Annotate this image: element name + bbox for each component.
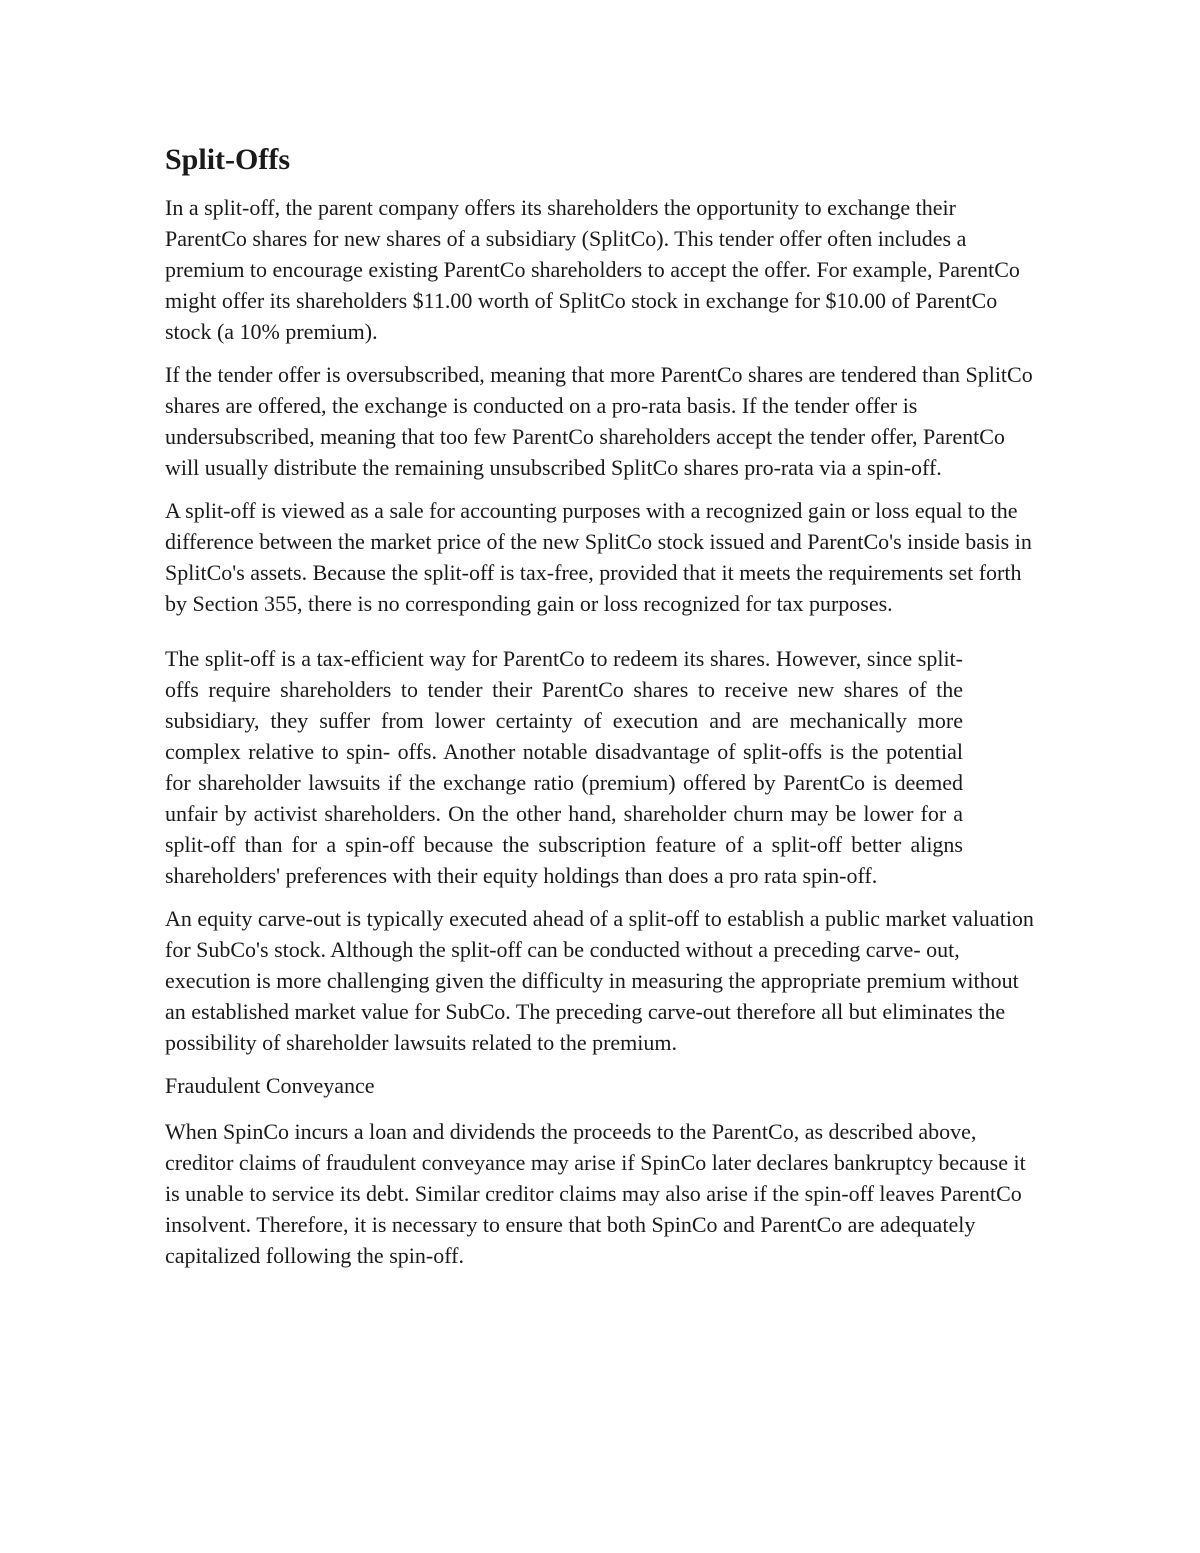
paragraph-split-off-definition: In a split-off, the parent company offers its shareholders the opportunity to exchange their ParentCo shares for new shares of a subsidiary (SplitCo). This tender offer often includes a premium to encourage existing ParentCo shareholders to accept the offer. For example, ParentCo might offer its shareholders $11.00 worth of SplitCo stock in exchange for $10.00 of ParentCo stock (a 10% premium).: [165, 195, 1020, 344]
paragraph-fraudulent-conveyance: When SpinCo incurs a loan and dividends the proceeds to the ParentCo, as described above, creditor claims of fraudulent conveyance may arise if SpinCo later declares bankruptcy because it is unable to service its debt. Similar creditor claims may also arise if the spin-off leaves ParentCo insolvent. Therefore, it is necessary to ensure that both SpinCo and ParentCo are adequately capitalized following the spin-off.: [165, 1119, 1026, 1268]
paragraph-tender-offer-subscription: If the tender offer is oversubscribed, meaning that more ParentCo shares are tendered than SplitCo shares are offered, the exchange is conducted on a pro-rata basis. If the tender offer is undersubscribed, meaning that too few ParentCo shareholders accept the tender offer, ParentCo will usually distribute the remaining unsubscribed SplitCo shares pro-rata via a spin-off.: [165, 362, 1033, 480]
paragraph-tax-efficiency: The split-off is a tax-efficient way for ParentCo to redeem its shares. However, since split-offs require shareholders to tender their ParentCo shares to receive new shares of the subsidiary, they suffer from lower certainty of execution and are mechanically more complex relative to spin- offs. Another notable disadvantage of split-offs is the potential for shareholder lawsuits if the exchange ratio (premium) offered by ParentCo is deemed unfair by activist shareholders. On the other hand, shareholder churn may be lower for a split-off than for a spin-off because the subscription feature of a split-off better aligns shareholders' preferences with their equity holdings than does a pro rata spin-off.: [165, 646, 963, 888]
document-body: [165, 140, 1040, 1283]
paragraph-equity-carve-out: An equity carve-out is typically executed ahead of a split-off to establish a public market valuation for SubCo's stock. Although the split-off can be conducted without a preceding carve- out, execution is more challenging given the difficulty in measuring the appropriate premium without an established market value for SubCo. The preceding carve-out therefore all but eliminates the possibility of shareholder lawsuits related to the premium.: [165, 906, 1034, 1055]
page-title: Split-Offs: [165, 143, 291, 176]
section-heading-fraudulent-conveyance: Fraudulent Conveyance: [165, 1073, 375, 1098]
paragraph-accounting-treatment: A split-off is viewed as a sale for accounting purposes with a recognized gain or loss equal to the difference between the market price of the new SplitCo stock issued and ParentCo's inside basis in SplitCo's assets. Because the split-off is tax-free, provided that it meets the requirements set forth by Section 355, there is no corresponding gain or loss recognized for tax purposes.: [165, 498, 1032, 616]
